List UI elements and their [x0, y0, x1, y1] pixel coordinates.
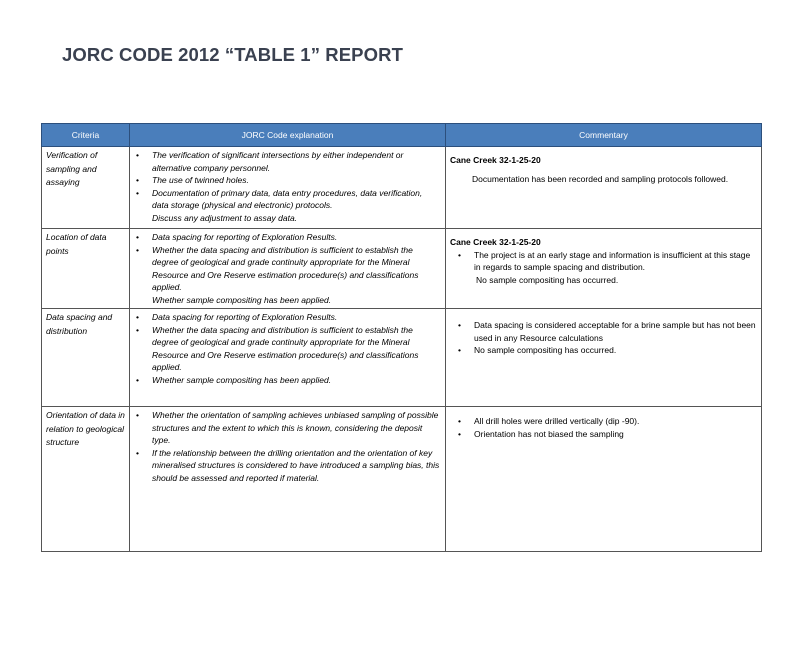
commentary-header: Cane Creek 32-1-25-20 — [450, 237, 541, 247]
list-item: • The verification of significant intersections by either independent or alternative company personnel. — [148, 149, 441, 174]
criteria-cell: Data spacing and distribution — [42, 309, 130, 407]
list-item: • Whether sample compositing has been applied. — [148, 374, 441, 387]
table-row — [42, 407, 762, 552]
list-item: • Data spacing is considered acceptable for a brine sample but has not been used in any Resource calculations — [470, 319, 757, 344]
explanation-cell — [130, 147, 446, 229]
list-item: • Documentation of primary data, data entry procedures, data verification, data storage (physical and electronic) protocols. — [148, 187, 441, 212]
commentary-cell — [446, 147, 762, 229]
table-row — [42, 229, 762, 309]
explanation-cell — [130, 229, 446, 309]
explanation-tail: Discuss any adjustment to assay data. — [152, 212, 298, 223]
list-item: • The project is at an early stage and information is insufficient at this stage in regards to sample spacing and distribution. — [470, 249, 757, 274]
header-explanation: JORC Code explanation — [130, 124, 446, 147]
header-commentary: Commentary — [446, 124, 762, 147]
commentary-cell — [446, 407, 762, 552]
list-item: • Whether the data spacing and distribution is sufficient to establish the degree of geological and grade continuity appropriate for the Mineral Resource and Ore Reserve estimation procedure(s) and classifications applied. — [148, 244, 441, 294]
commentary-text: Documentation has been recorded and sampling protocols followed. — [472, 173, 729, 184]
commentary-tail: No sample compositing has occurred. — [476, 274, 619, 285]
list-item: • The use of twinned holes. — [148, 174, 441, 187]
header-criteria: Criteria — [42, 124, 130, 147]
list-item: • Data spacing for reporting of Exploration Results. — [148, 311, 441, 324]
table-header-row — [42, 124, 762, 147]
commentary-cell — [446, 309, 762, 407]
list-item: • Whether the orientation of sampling achieves unbiased sampling of possible structures and the extent to which this is known, considering the deposit type. — [148, 409, 441, 447]
criteria-cell: Location of data points — [42, 229, 130, 309]
list-item: • Whether the data spacing and distribution is sufficient to establish the degree of geological and grade continuity appropriate for the Mineral Resource and Ore Reserve estimation procedure(s) and classifications applied. — [148, 324, 441, 374]
table-row — [42, 309, 762, 407]
explanation-cell — [130, 407, 446, 552]
page-title: JORC CODE 2012 “TABLE 1” REPORT — [62, 44, 403, 65]
explanation-cell — [130, 309, 446, 407]
list-item: • All drill holes were drilled vertically (dip -90). — [470, 415, 757, 428]
list-item: • No sample compositing has occurred. — [470, 344, 757, 357]
explanation-tail: Whether sample compositing has been applied. — [152, 294, 332, 305]
jorc-table — [41, 123, 762, 552]
list-item: • If the relationship between the drilling orientation and the orientation of key mineralised structures is considered to have introduced a sampling bias, this should be assessed and reported if material. — [148, 447, 441, 485]
list-item: • Orientation has not biased the sampling — [470, 428, 757, 441]
criteria-cell: Verification of sampling and assaying — [42, 147, 130, 229]
list-item: • Data spacing for reporting of Exploration Results. — [148, 231, 441, 244]
criteria-cell: Orientation of data in relation to geological structure — [42, 407, 130, 552]
commentary-cell — [446, 229, 762, 309]
commentary-header: Cane Creek 32-1-25-20 — [450, 155, 541, 165]
table-row — [42, 147, 762, 229]
